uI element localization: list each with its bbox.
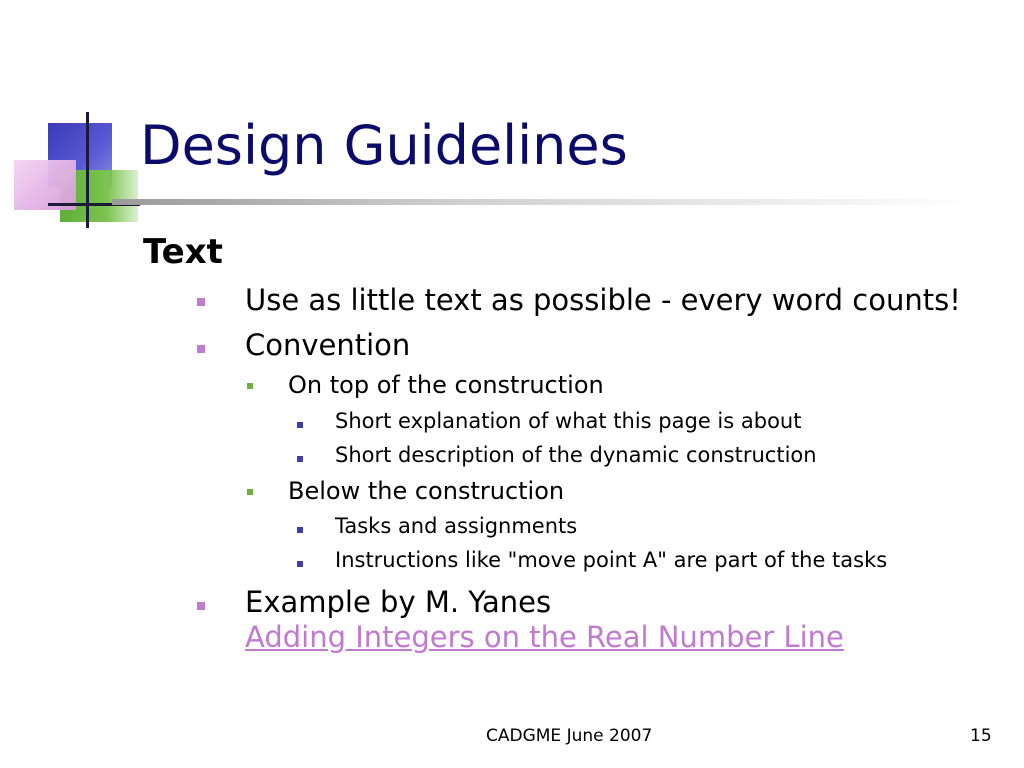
slide-title: Design Guidelines	[140, 114, 628, 177]
bullet-item: On top of the construction	[288, 371, 604, 399]
page-number: 15	[970, 726, 992, 746]
bullet-level2-icon	[247, 489, 253, 495]
bullet-level1-icon	[197, 298, 205, 306]
bullet-level3-icon	[297, 456, 303, 462]
footer-text: CADGME June 2007	[486, 726, 653, 746]
bullet-level1-icon	[197, 602, 205, 610]
section-heading: Text	[143, 232, 223, 272]
bullet-item: Convention	[245, 328, 411, 362]
bullet-level3-icon	[297, 527, 303, 533]
bullet-item: Example by M. Yanes	[245, 585, 552, 619]
bullet-item: Tasks and assignments	[335, 514, 578, 538]
bullet-item: Use as little text as possible - every word counts!	[245, 283, 961, 317]
bullet-item: Below the construction	[288, 477, 565, 505]
title-underline	[112, 199, 972, 205]
bullet-item: Instructions like "move point A" are part of the tasks	[335, 548, 888, 572]
example-link[interactable]: Adding Integers on the Real Number Line	[245, 620, 844, 654]
bullet-level1-icon	[197, 345, 205, 353]
decor-vertical-line	[86, 112, 89, 228]
bullet-item: Short description of the dynamic construction	[335, 443, 817, 467]
bullet-level2-icon	[247, 383, 253, 389]
bullet-level3-icon	[297, 561, 303, 567]
bullet-level3-icon	[297, 422, 303, 428]
bullet-item: Short explanation of what this page is about	[335, 409, 802, 433]
